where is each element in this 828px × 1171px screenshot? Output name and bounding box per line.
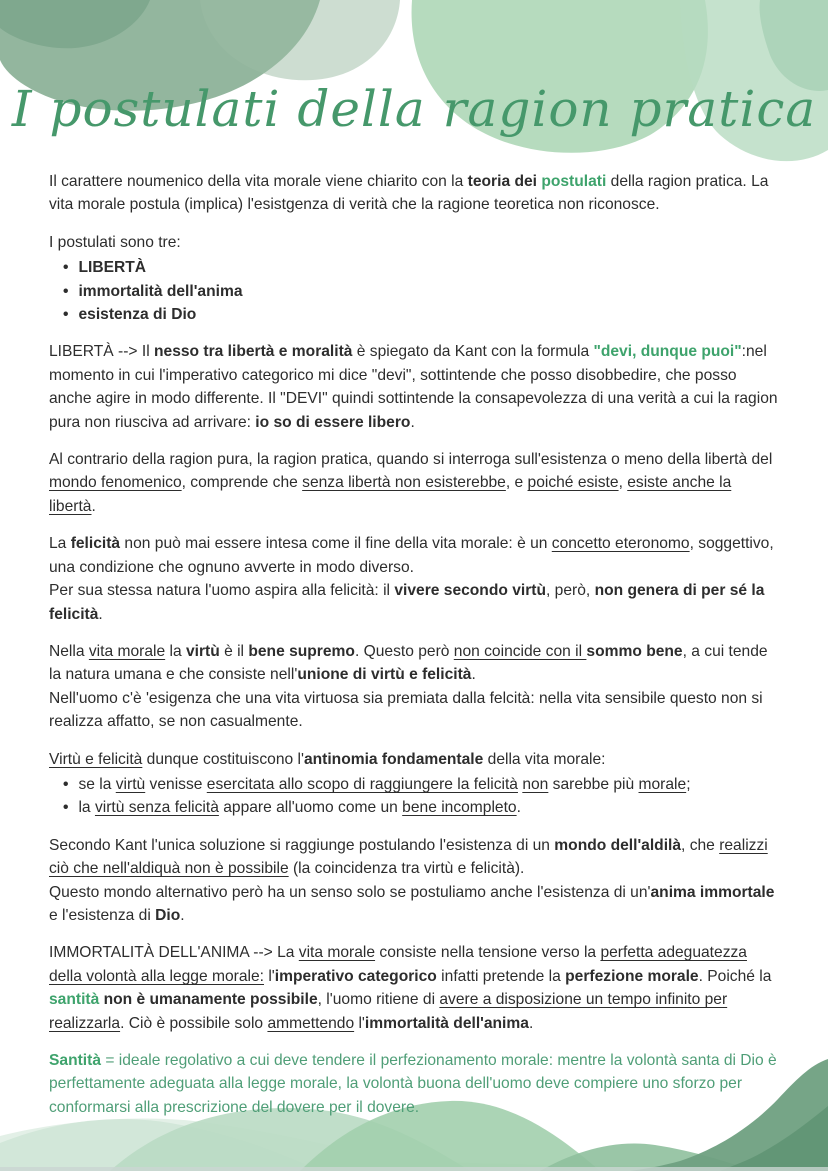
text-run: poiché esiste: [527, 474, 619, 492]
text-run: mondo fenomenico: [49, 474, 182, 492]
text-run: . Poiché la: [698, 967, 772, 985]
text-run: Santità: [49, 1052, 101, 1069]
text-run: avere a disposizione un tempo infinito per realizzarla: [49, 991, 728, 1032]
text-run: dunque costituiscono l': [142, 750, 304, 768]
text-run: e l'esistenza di: [49, 906, 156, 924]
text-run: la: [78, 799, 95, 817]
text-run: . Ciò è possibile solo: [120, 1014, 268, 1032]
text-run: anima immortale: [650, 883, 775, 901]
text-run: la: [165, 642, 186, 660]
text-run: è il: [219, 642, 249, 660]
paragraph: [49, 640, 781, 734]
text-run: perfezione morale: [565, 967, 699, 985]
paragraph: [49, 170, 781, 217]
text-run: Nell'uomo c'è 'esigenza che una vita virtuosa sia premiata dalla felcità: nella vita sensibile questo non si realizza affatto, se non casualmente.: [49, 689, 763, 731]
bullet-list: [49, 256, 781, 326]
paragraph: [49, 748, 781, 771]
paragraph: [49, 834, 781, 928]
text-run: Nella: [49, 642, 89, 660]
text-run: , comprende che: [181, 474, 303, 492]
text-run: sarebbe più: [548, 775, 639, 793]
page-title: I postulati della ragion pratica: [11, 80, 817, 138]
text-run: virtù: [115, 775, 146, 793]
text-run: l': [354, 1014, 365, 1032]
text-run: concetto eteronomo: [551, 535, 690, 553]
text-run: ammettendo: [267, 1014, 355, 1032]
text-run: unione di virtù e felicità: [297, 666, 472, 684]
text-run: Il carattere noumenico della vita morale viene chiarito con la: [49, 173, 468, 190]
text-run: esiste anche la libertà: [49, 474, 732, 515]
text-run: . Questo però: [354, 642, 454, 660]
text-run: , però,: [546, 582, 595, 600]
text-run: LIBERTÀ: [78, 259, 147, 277]
text-run: :nel momento in cui l'imperativo categorico mi dice "devi", sottintende che posso disobbedire, che posso anche agire in modo differente. Il "DEVI" quindi sottintende la consapevolezza di una verità a cui la ragion pura non riusciva ad arrivare:: [49, 343, 778, 431]
text-run: bene incompleto: [402, 799, 517, 817]
text-run: .: [410, 413, 415, 431]
paragraph: [49, 448, 781, 518]
text-run: vivere secondo virtù: [394, 582, 547, 600]
text-run: Per sua stessa natura l'uomo aspira alla felicità: il: [49, 582, 395, 600]
paragraph: [49, 231, 781, 254]
text-run: = ideale regolativo a cui deve tendere il perfezionamento morale: mentre la volontà santa di Dio è perfettamente adeguata alla legge morale, la volontà buona dell'uomo deve compiere uno sforzo per conformarsi alla prescrizione del dovere per il dovere.: [49, 1052, 777, 1116]
text-run: non coincide con il: [453, 642, 587, 660]
text-run: vita morale: [298, 944, 376, 962]
text-run: mondo dell'aldilà: [554, 836, 682, 854]
content-blocks: [49, 170, 781, 1133]
bullet-item: [63, 796, 781, 819]
paragraph: [49, 1049, 781, 1119]
text-run: io so di essere libero: [255, 413, 411, 431]
bullet-dot-icon: [63, 773, 78, 796]
text-run: IMMORTALITÀ DELL'ANIMA --> La: [49, 944, 299, 962]
text-run: Virtù e felicità: [49, 750, 143, 768]
text-run: non: [522, 775, 549, 793]
text-run: della vita morale:: [483, 750, 606, 768]
text-run: nesso tra libertà e moralità: [154, 343, 353, 361]
text-run: .: [516, 799, 521, 817]
text-run: teoria dei: [467, 173, 542, 190]
bullet-dot-icon: [63, 256, 78, 279]
text-run: immortalità dell'anima: [364, 1014, 529, 1032]
text-run: perfetta adeguatezza della volontà alla legge morale:: [49, 944, 747, 985]
bullet-text: [78, 303, 196, 326]
text-run: (la coincidenza tra virtù e felicità).: [288, 860, 525, 878]
bullet-item: [63, 256, 781, 279]
text-run: l': [264, 967, 275, 985]
text-run: .: [180, 906, 185, 924]
text-run: , e: [505, 474, 528, 492]
text-run: consiste nella tensione verso la: [375, 944, 601, 962]
text-run: della ragion pratica. La vita morale postula (implica) l'esistgenza di verità che la ragione teoretica non riconosce.: [49, 173, 769, 214]
text-run: senza libertà non esisterebbe: [302, 474, 506, 492]
text-run: realizzi ciò che nell'aldiquà non è possibile: [49, 836, 768, 878]
text-run: Al contrario della ragion pura, la ragion pratica, quando si interroga sull'esistenza o meno della libertà del: [49, 451, 773, 469]
text-run: Secondo Kant l'unica soluzione si raggiunge postulando l'esistenza di un: [49, 836, 555, 854]
bullet-dot-icon: [63, 796, 78, 819]
text-run: ;: [686, 775, 691, 793]
text-run: santità: [49, 991, 100, 1009]
text-run: LIBERTÀ --> Il: [49, 343, 154, 361]
text-run: sommo bene: [586, 642, 683, 660]
bullet-text: [78, 256, 146, 279]
paragraph: [49, 340, 781, 434]
text-run: Dio: [155, 906, 181, 924]
text-run: felicità: [70, 535, 121, 553]
bullet-dot-icon: [63, 303, 78, 326]
bullet-item: [63, 280, 781, 303]
paragraph: [49, 941, 781, 1035]
text-run: se la: [78, 775, 116, 793]
text-run: ,: [618, 474, 628, 492]
text-run: , che: [681, 836, 720, 854]
text-run: virtù: [185, 642, 220, 660]
text-run: , soggettivo, una condizione che ognuno avverte in modo diverso.: [49, 535, 774, 576]
bullet-dot-icon: [63, 280, 78, 303]
text-run: venisse: [145, 775, 207, 793]
bullet-text: [78, 773, 690, 796]
text-run: vita morale: [88, 642, 166, 660]
text-run: .: [528, 1014, 534, 1032]
text-run: infatti pretende la: [436, 967, 566, 985]
text-run: .: [98, 605, 103, 623]
text-run: non genera di per sé la felicità: [49, 582, 765, 623]
text-run: postulati: [541, 173, 607, 190]
text-run: "devi, dunque puoi": [593, 343, 742, 361]
text-run: .: [471, 666, 476, 684]
text-run: La: [49, 535, 71, 553]
text-run: , a cui tende la natura umana e che consiste nell': [49, 642, 768, 684]
paragraph: [49, 532, 781, 626]
bullet-text: [78, 280, 242, 303]
bullet-list: [49, 773, 781, 820]
text-run: virtù senza felicità: [94, 799, 219, 817]
bullet-item: [63, 773, 781, 796]
text-run: non è umanamente possibile: [103, 991, 318, 1009]
text-run: imperativo categorico: [274, 967, 437, 985]
text-run: esistenza di Dio: [78, 306, 197, 324]
bullet-text: [78, 796, 520, 819]
text-run: non può mai essere intesa come il fine della vita morale: è un: [120, 535, 552, 553]
text-run: immortalità dell'anima: [78, 282, 243, 300]
bullet-item: [63, 303, 781, 326]
text-run: esercitata allo scopo di raggiungere la felicità: [206, 775, 518, 793]
text-run: è spiegato da Kant con la formula: [352, 343, 594, 361]
text-run: .: [91, 497, 96, 515]
text-run: morale: [638, 775, 687, 793]
text-run: bene supremo: [248, 642, 355, 660]
text-run: Questo mondo alternativo però ha un senso solo se postuliamo anche l'esistenza di un': [49, 883, 651, 901]
text-run: antinomia fondamentale: [303, 750, 484, 768]
text-run: I postulati sono tre:: [49, 233, 181, 251]
text-run: , l'uomo ritiene di: [317, 991, 440, 1009]
text-run: appare all'uomo come un: [218, 799, 403, 817]
